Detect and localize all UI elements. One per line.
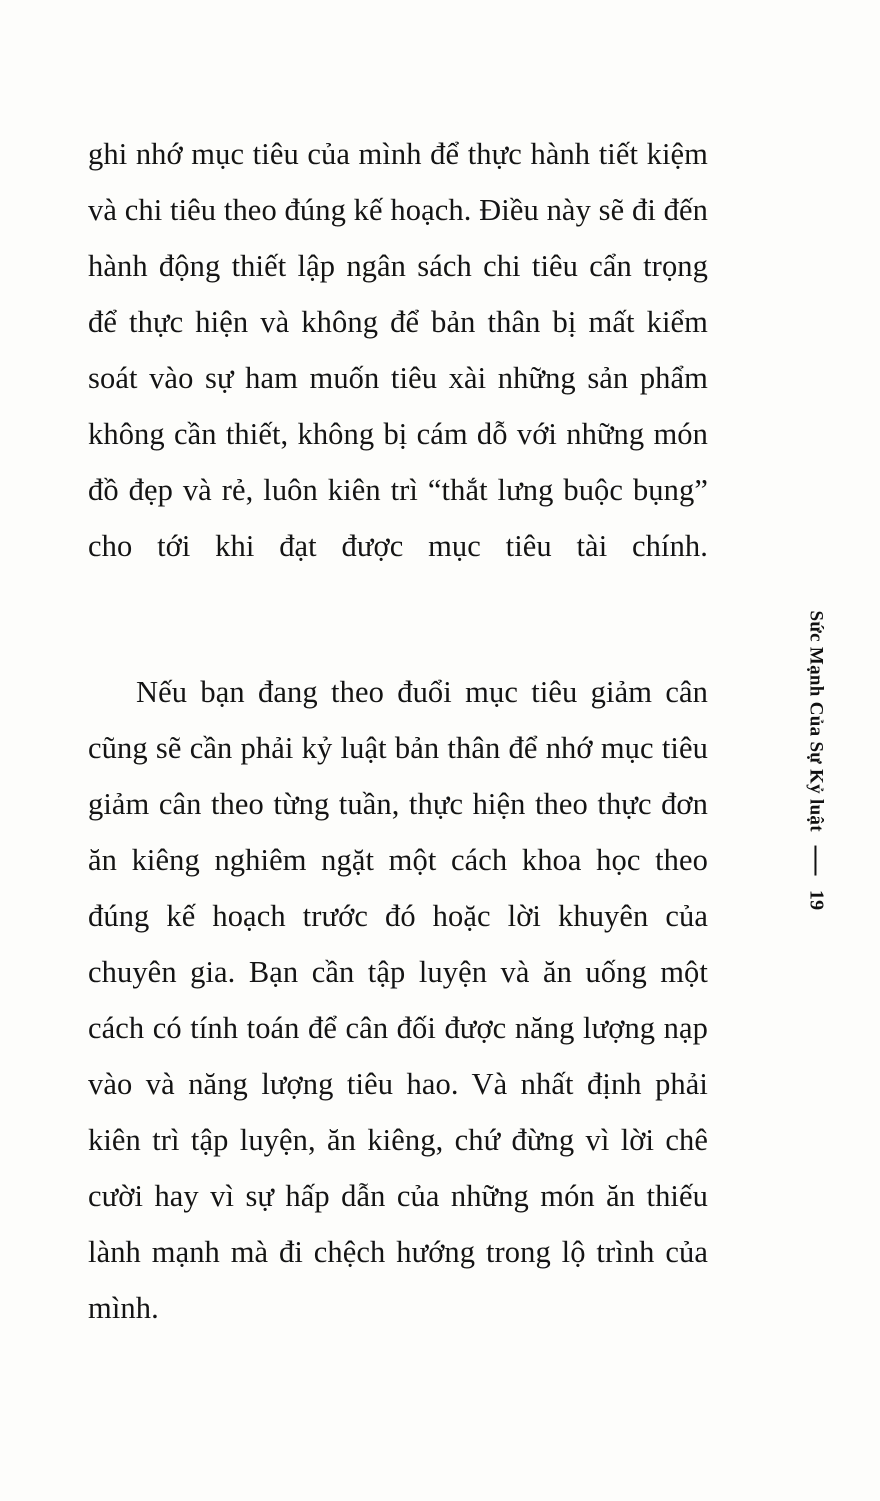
- paragraph-2: Nếu bạn đang theo đuổi mục tiêu giảm cân cũng sẽ cần phải kỷ luật bản thân để nhớ mục tiêu giảm cân theo từng tuần, thực hiện theo thực đơn ăn kiêng nghiêm ngặt một cách khoa học theo đúng kế hoạch trước đó hoặc lời khuyên của chuyên gia. Bạn cần tập luyện và ăn uống một cách có tính toán để cân đối được năng lượng nạp vào và năng lượng tiêu hao. Và nhất định phải kiên trì tập luyện, ăn kiêng, chứ đừng vì lời chê cười hay vì sự hấp dẫn của những món ăn thiếu lành mạnh mà đi chệch hướng trong lộ trình của mình.: [88, 675, 708, 1325]
- page-number: 19: [805, 889, 828, 910]
- running-head-title: Sức Mạnh Của Sự Kỷ luật: [806, 610, 827, 832]
- running-head-inner: [805, 610, 828, 910]
- body-text-column: [88, 126, 708, 1392]
- running-head-rule: [815, 845, 817, 875]
- running-head: [796, 600, 836, 920]
- paragraph-1: ghi nhớ mục tiêu của mình để thực hành tiết kiệm và chi tiêu theo đúng kế hoạch. Điều này sẽ đi đến hành động thiết lập ngân sách chi tiêu cẩn trọng để thực hiện và không để bản thân bị mất kiểm soát vào sự ham muốn tiêu xài những sản phẩm không cần thiết, không bị cám dỗ với những món đồ đẹp và rẻ, luôn kiên trì “thắt lưng buộc bụng” cho tới khi đạt được mục tiêu tài chính.: [88, 137, 708, 563]
